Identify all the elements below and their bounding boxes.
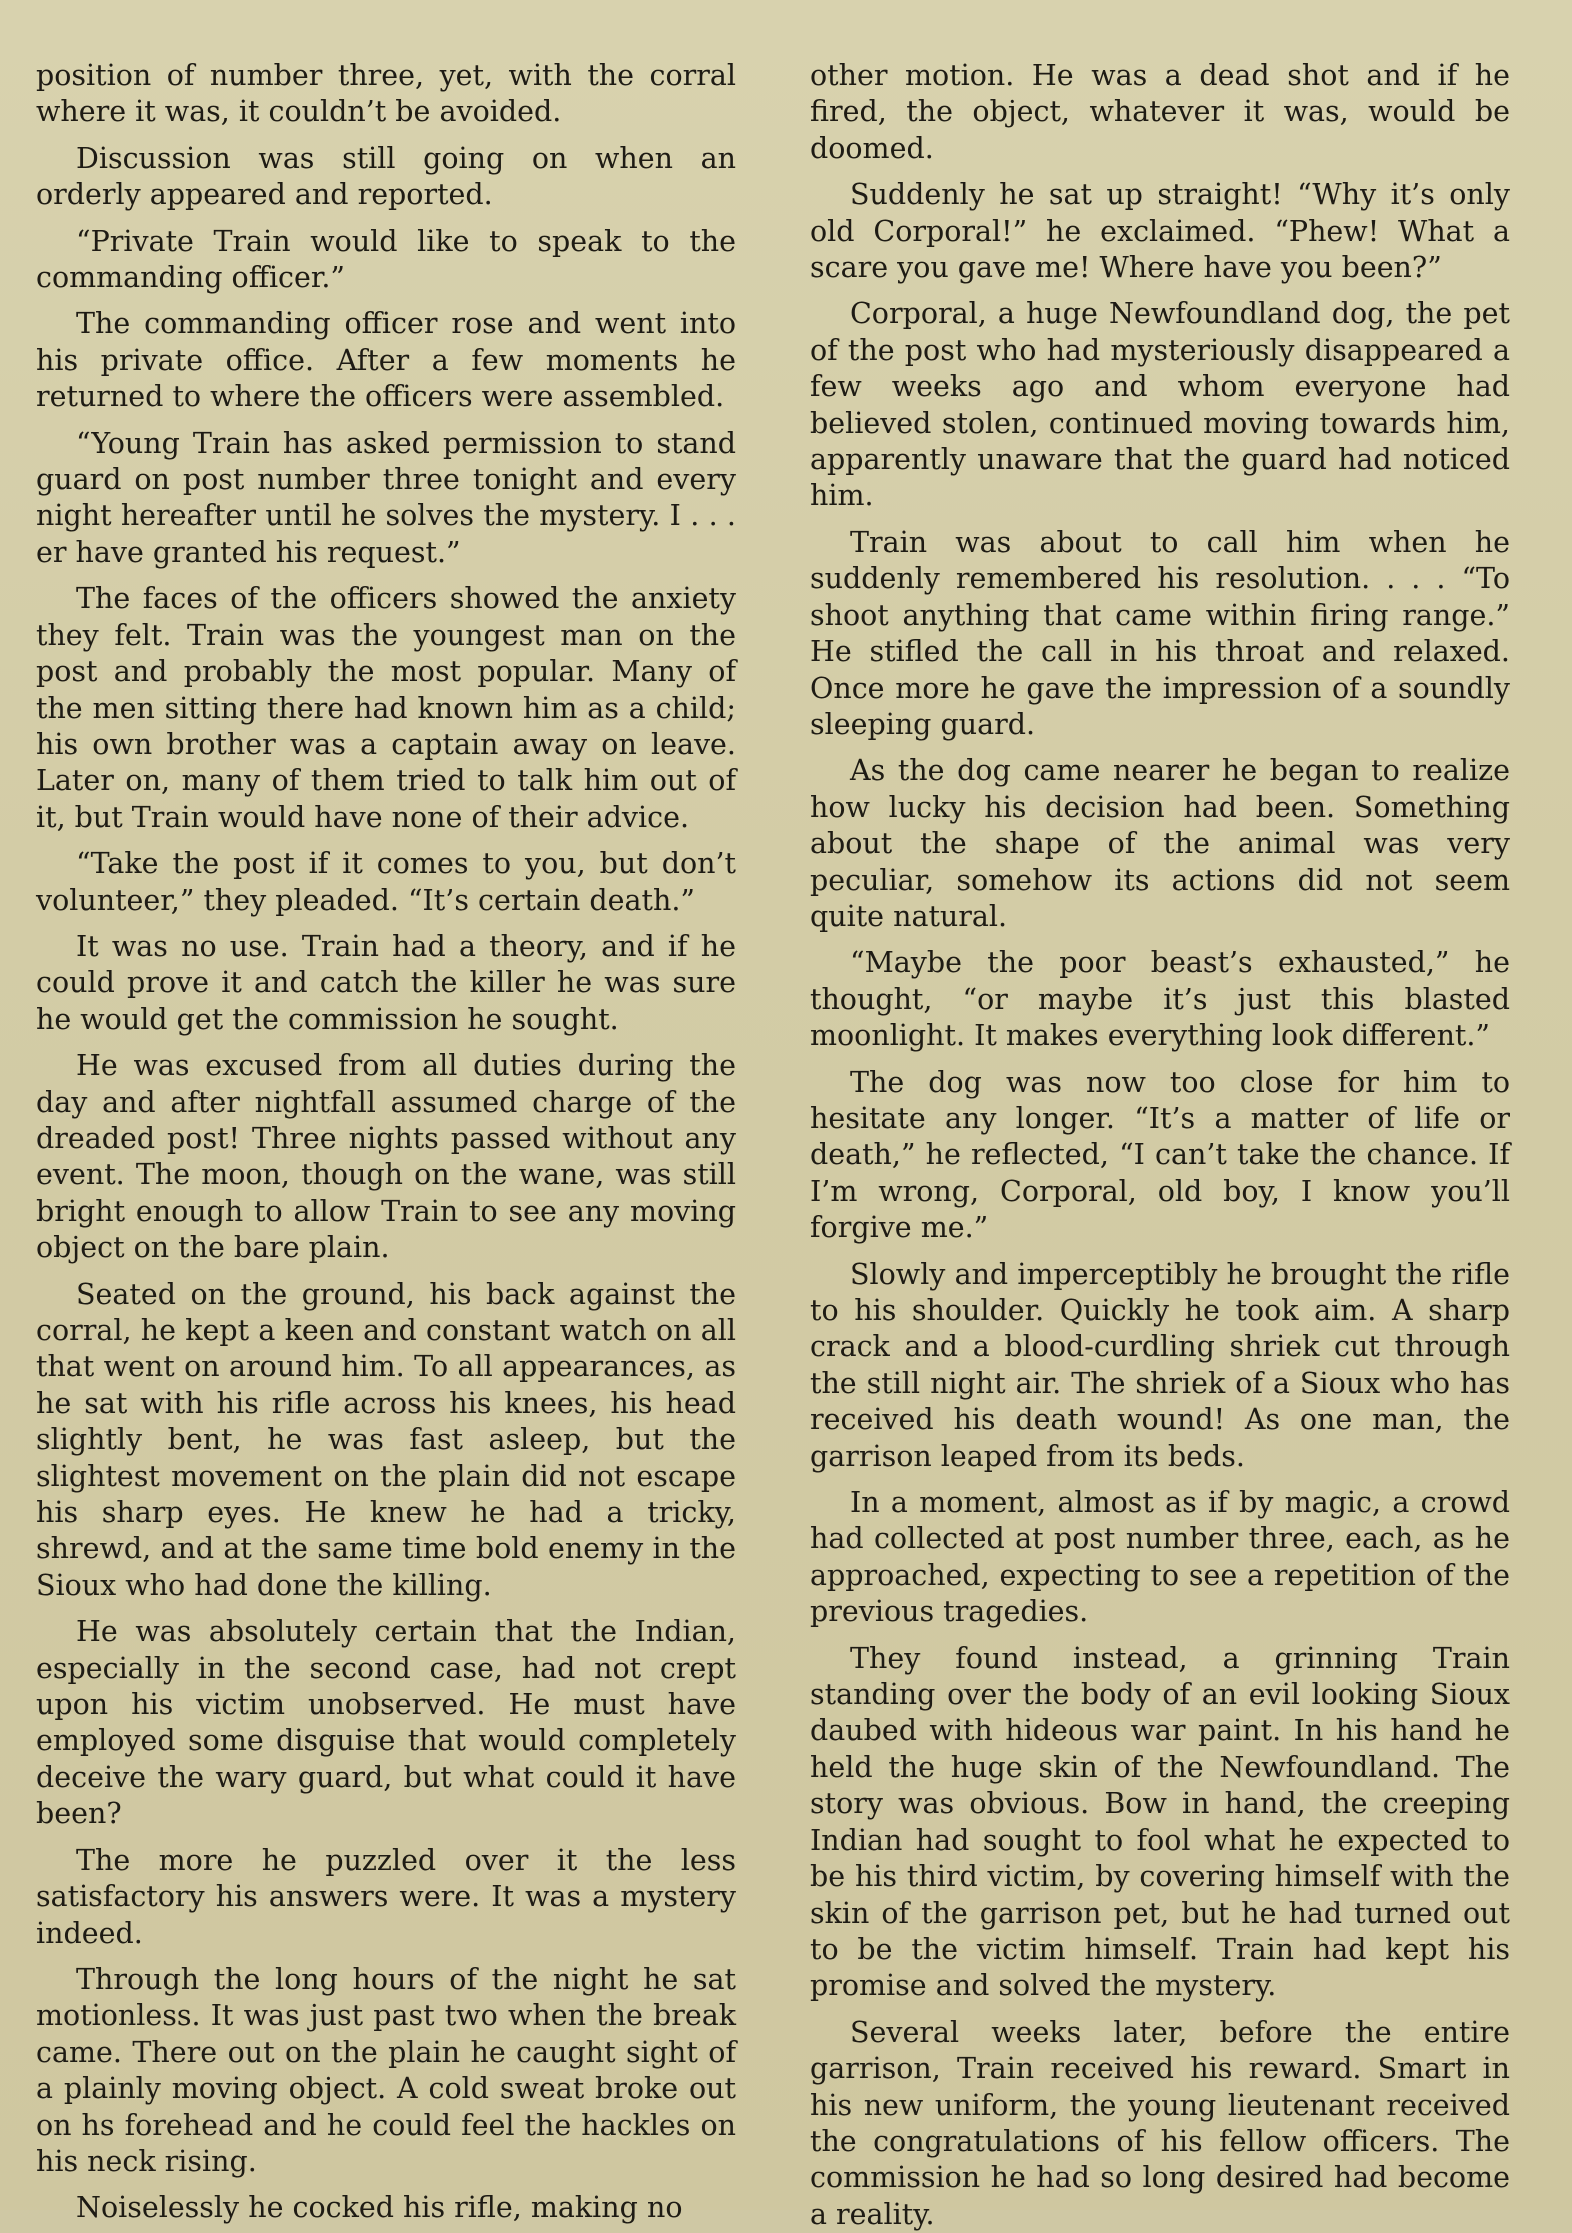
paragraph: “Take the post if it comes to you, but don’t volunteer,” they pleaded. “It’s certain death.” [36,847,736,917]
right-column [810,58,1510,2231]
paragraph: position of number three, yet, with the corral where it was, it couldn’t be avoided. [36,59,736,129]
paragraph: Through the long hours of the night he sat motionless. It was just past two when the break came. There out on the plain he caught sight of a plainly moving object. A cold sweat broke out on hs forehead and he could feel the hackles on his neck rising. [36,1962,736,2178]
paragraph: “Young Train has asked permission to stand guard on post number three tonight and every night hereafter until he solves the mystery. I . . . er have granted his request.” [36,426,736,569]
paragraph: Slowly and imperceptibly he brought the rifle to his shoulder. Quickly he took aim. A sharp crack and a blood-curdling shriek cut through the still night air. The shriek of a Sioux who has received his death wound! As one man, the garrison leaped from its beds. [810,1257,1510,1473]
paragraph: The dog was now too close for him to hesitate any longer. “It’s a matter of life or death,” he reflected, “I can’t take the chance. If I’m wrong, Corporal, old boy, I know you’ll forgive me.” [810,1065,1510,1245]
paragraph: Discussion was still going on when an orderly appeared and reported. [36,141,736,212]
paragraph: The more he puzzled over it the less satisfactory his answers were. It was a mystery indeed. [36,1843,736,1950]
paragraph: Noiselessly he cocked his rifle, making no [76,2191,683,2225]
paragraph: It was no use. Train had a theory, and if he could prove it and catch the killer he was sure he would get the commission he sought. [36,929,736,1036]
paragraph: Several weeks later, before the entire garrison, Train received his reward. Smart in his new uniform, the young lieutenant received the congratulations of his fellow officers. The commission he had so long desired had become a reality. [810,2015,1510,2231]
paragraph: Corporal, a huge Newfoundland dog, the pet of the post who had mysteriously disappeared a few weeks ago and whom everyone had believed stolen, continued moving towards him, apparently unaware that the guard had noticed him. [810,297,1510,513]
paragraph: The commanding officer rose and went into his private office. After a few moments he returned to where the officers were assembled. [36,307,736,414]
paragraph: He was excused from all duties during the day and after nightfall assumed charge of the dreaded post! Three nights passed without any event. The moon, though on the wane, was still bright enough to allow Train to see any moving object on the bare plain. [36,1049,736,1265]
paragraph: They found instead, a grinning Train standing over the body of an evil looking Sioux daubed with hideous war paint. In his hand he held the huge skin of the Newfoundland. The story was obvious. Bow in hand, the creeping Indian had sought to fool what he expected to be his third victim, by covering himself with the skin of the garrison pet, but he had turned out to be the victim himself. Train had kept his promise and solved the mystery. [810,1641,1510,2003]
paragraph: As the dog came nearer he began to realize how lucky his decision had been. Something about the shape of the animal was very peculiar, somehow its actions did not seem quite natural. [810,754,1510,933]
paragraph: In a moment, almost as if by magic, a crowd had collected at post number three, each, as he approached, expecting to see a repetition of the previous tragedies. [810,1486,1510,1629]
paragraph: He was absolutely certain that the Indian, especially in the second case, had not crept upon his victim unobserved. He must have employed some disguise that would completely deceive the wary guard, but what could it have been? [36,1615,736,1831]
paragraph: other motion. He was a dead shot and if he fired, the object, whatever it was, would be doomed. [810,59,1510,165]
paragraph: The faces of the officers showed the anxiety they felt. Train was the youngest man on the post and probably the most popular. Many of the men sitting there had known him as a child; his own brother was a captain away on leave. Later on, many of them tried to talk him out of it, but Train would have none of their advice. [36,582,736,834]
paragraph: Suddenly he sat up straight! “Why it’s only old Corporal!” he exclaimed. “Phew! What a scare you gave me! Where have you been?” [810,178,1510,285]
paragraph: Seated on the ground, his back against the corral, he kept a keen and constant watch on all that went on around him. To all appearances, as he sat with his rifle across his knees, his head slightly bent, he was fast asleep, but the slightest movement on the plain did not escape his sharp eyes. He knew he had a tricky, shrewd, and at the same time bold enemy in the Sioux who had done the killing. [36,1277,736,1602]
left-column [36,58,736,2225]
paragraph: “Maybe the poor beast’s exhausted,” he thought, “or maybe it’s just this blasted moonlight. It makes everything look different.” [810,946,1510,1053]
paragraph: “Private Train would like to speak to the commanding officer.” [36,224,736,295]
paragraph: Train was about to call him when he suddenly remembered his resolution. . . . “To shoot anything that came within firing range.” He stifled the call in his throat and relaxed. Once more he gave the impression of a soundly sleeping guard. [810,525,1510,741]
